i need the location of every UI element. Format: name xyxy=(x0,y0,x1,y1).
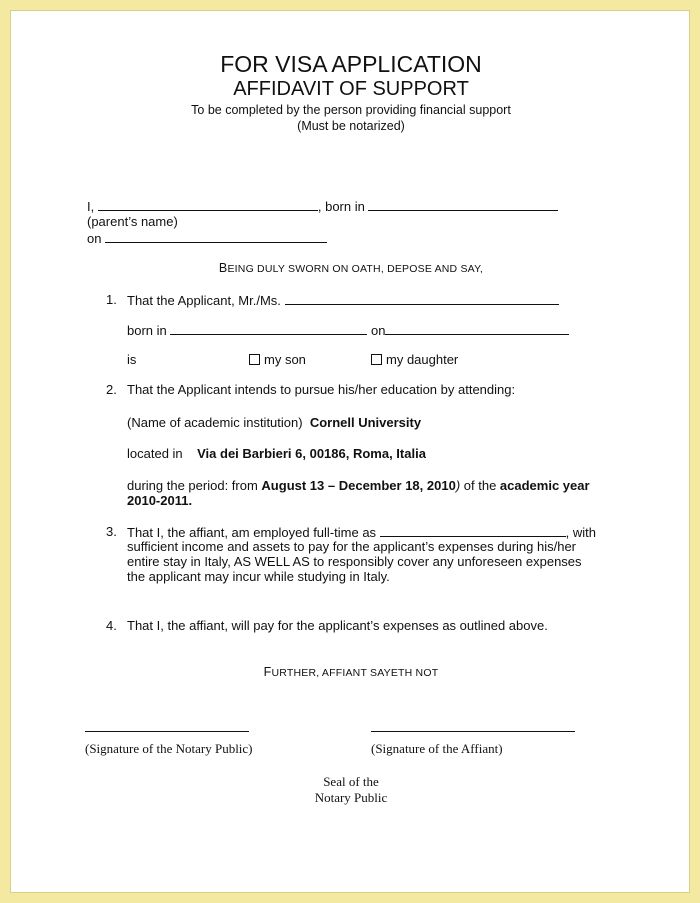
institution-line: (Name of academic institution) Cornell University xyxy=(127,415,422,430)
seal-line-2: Notary Public xyxy=(314,790,388,805)
item-3-line-3: entire stay in Italy, AS WELL AS to responsibly cover any unforeseen expenses xyxy=(127,554,582,569)
location-value: Via dei Barbieri 6, 00186, Roma, Italia xyxy=(197,446,426,461)
item-1-is-label: is xyxy=(127,352,137,367)
parents-name-caption: (parent’s name) xyxy=(87,214,178,229)
born-in-label: , born in xyxy=(317,199,365,214)
daughter-option[interactable]: my daughter xyxy=(371,352,458,367)
parent-name-line xyxy=(87,198,558,214)
item-2-number: 2. xyxy=(106,382,117,397)
parent-birthplace-field[interactable] xyxy=(368,198,558,211)
applicant-name-field[interactable] xyxy=(285,292,559,305)
item-1-line-1: That the Applicant, Mr./Ms. xyxy=(127,292,559,308)
title-line-2: AFFIDAVIT OF SUPPORT xyxy=(233,78,469,100)
affiant-signature-label: (Signature of the Affiant) xyxy=(371,741,503,756)
oath-statement: BEING DULY SWORN ON OATH, DEPOSE AND SAY, xyxy=(218,261,484,275)
on-label: on xyxy=(87,231,102,246)
period-value: August 13 – December 18, 2010 xyxy=(261,478,456,493)
notary-signature-line[interactable] xyxy=(85,731,249,732)
parent-dob-line xyxy=(87,230,327,246)
item-3-line-1: That I, the affiant, am employed full-time as , with xyxy=(127,525,597,540)
notarized-note: (Must be notarized) xyxy=(297,119,405,133)
notary-signature-label: (Signature of the Notary Public) xyxy=(85,741,253,756)
son-checkbox[interactable] xyxy=(249,354,260,365)
period-line: during the period: from August 13 – December 18, 2010) of the academic year xyxy=(127,478,590,493)
academic-year-value: 2010-2011. xyxy=(127,493,193,508)
i-label: I, xyxy=(87,199,95,214)
item-4-line-1: That I, the affiant, will pay for the applicant’s expenses as outlined above. xyxy=(127,618,548,633)
affiant-signature-line[interactable] xyxy=(371,731,575,732)
item-1-number: 1. xyxy=(106,292,117,307)
closing-statement: FURTHER, AFFIANT SAYETH NOT xyxy=(263,665,439,679)
applicant-dob-field[interactable] xyxy=(385,322,569,335)
title-line-1: FOR VISA APPLICATION xyxy=(220,51,482,77)
seal-line-1: Seal of the xyxy=(323,774,379,789)
affidavit-page xyxy=(10,10,690,893)
employment-field[interactable] xyxy=(380,524,566,537)
item-1-line-2: born in on xyxy=(127,322,569,338)
institution-value: Cornell University xyxy=(309,415,422,430)
item-3-line-4: the applicant may incur while studying in Italy. xyxy=(127,569,390,584)
item-3-number: 3. xyxy=(106,524,117,539)
item-4-number: 4. xyxy=(106,618,117,633)
item-3-line-2: sufficient income and assets to pay for the applicant’s expenses during his/her xyxy=(127,539,577,554)
location-line: located in Via dei Barbieri 6, 00186, Roma, Italia xyxy=(127,446,426,461)
parent-name-field[interactable] xyxy=(98,198,318,211)
subtitle: To be completed by the person providing financial support xyxy=(191,103,511,117)
parent-dob-field[interactable] xyxy=(105,230,327,243)
item-2-line-1: That the Applicant intends to pursue his/her education by attending: xyxy=(127,382,516,397)
academic-year-label: academic year xyxy=(499,478,590,493)
daughter-checkbox[interactable] xyxy=(371,354,382,365)
applicant-birthplace-field[interactable] xyxy=(170,322,367,335)
son-option[interactable]: my son xyxy=(249,352,306,367)
